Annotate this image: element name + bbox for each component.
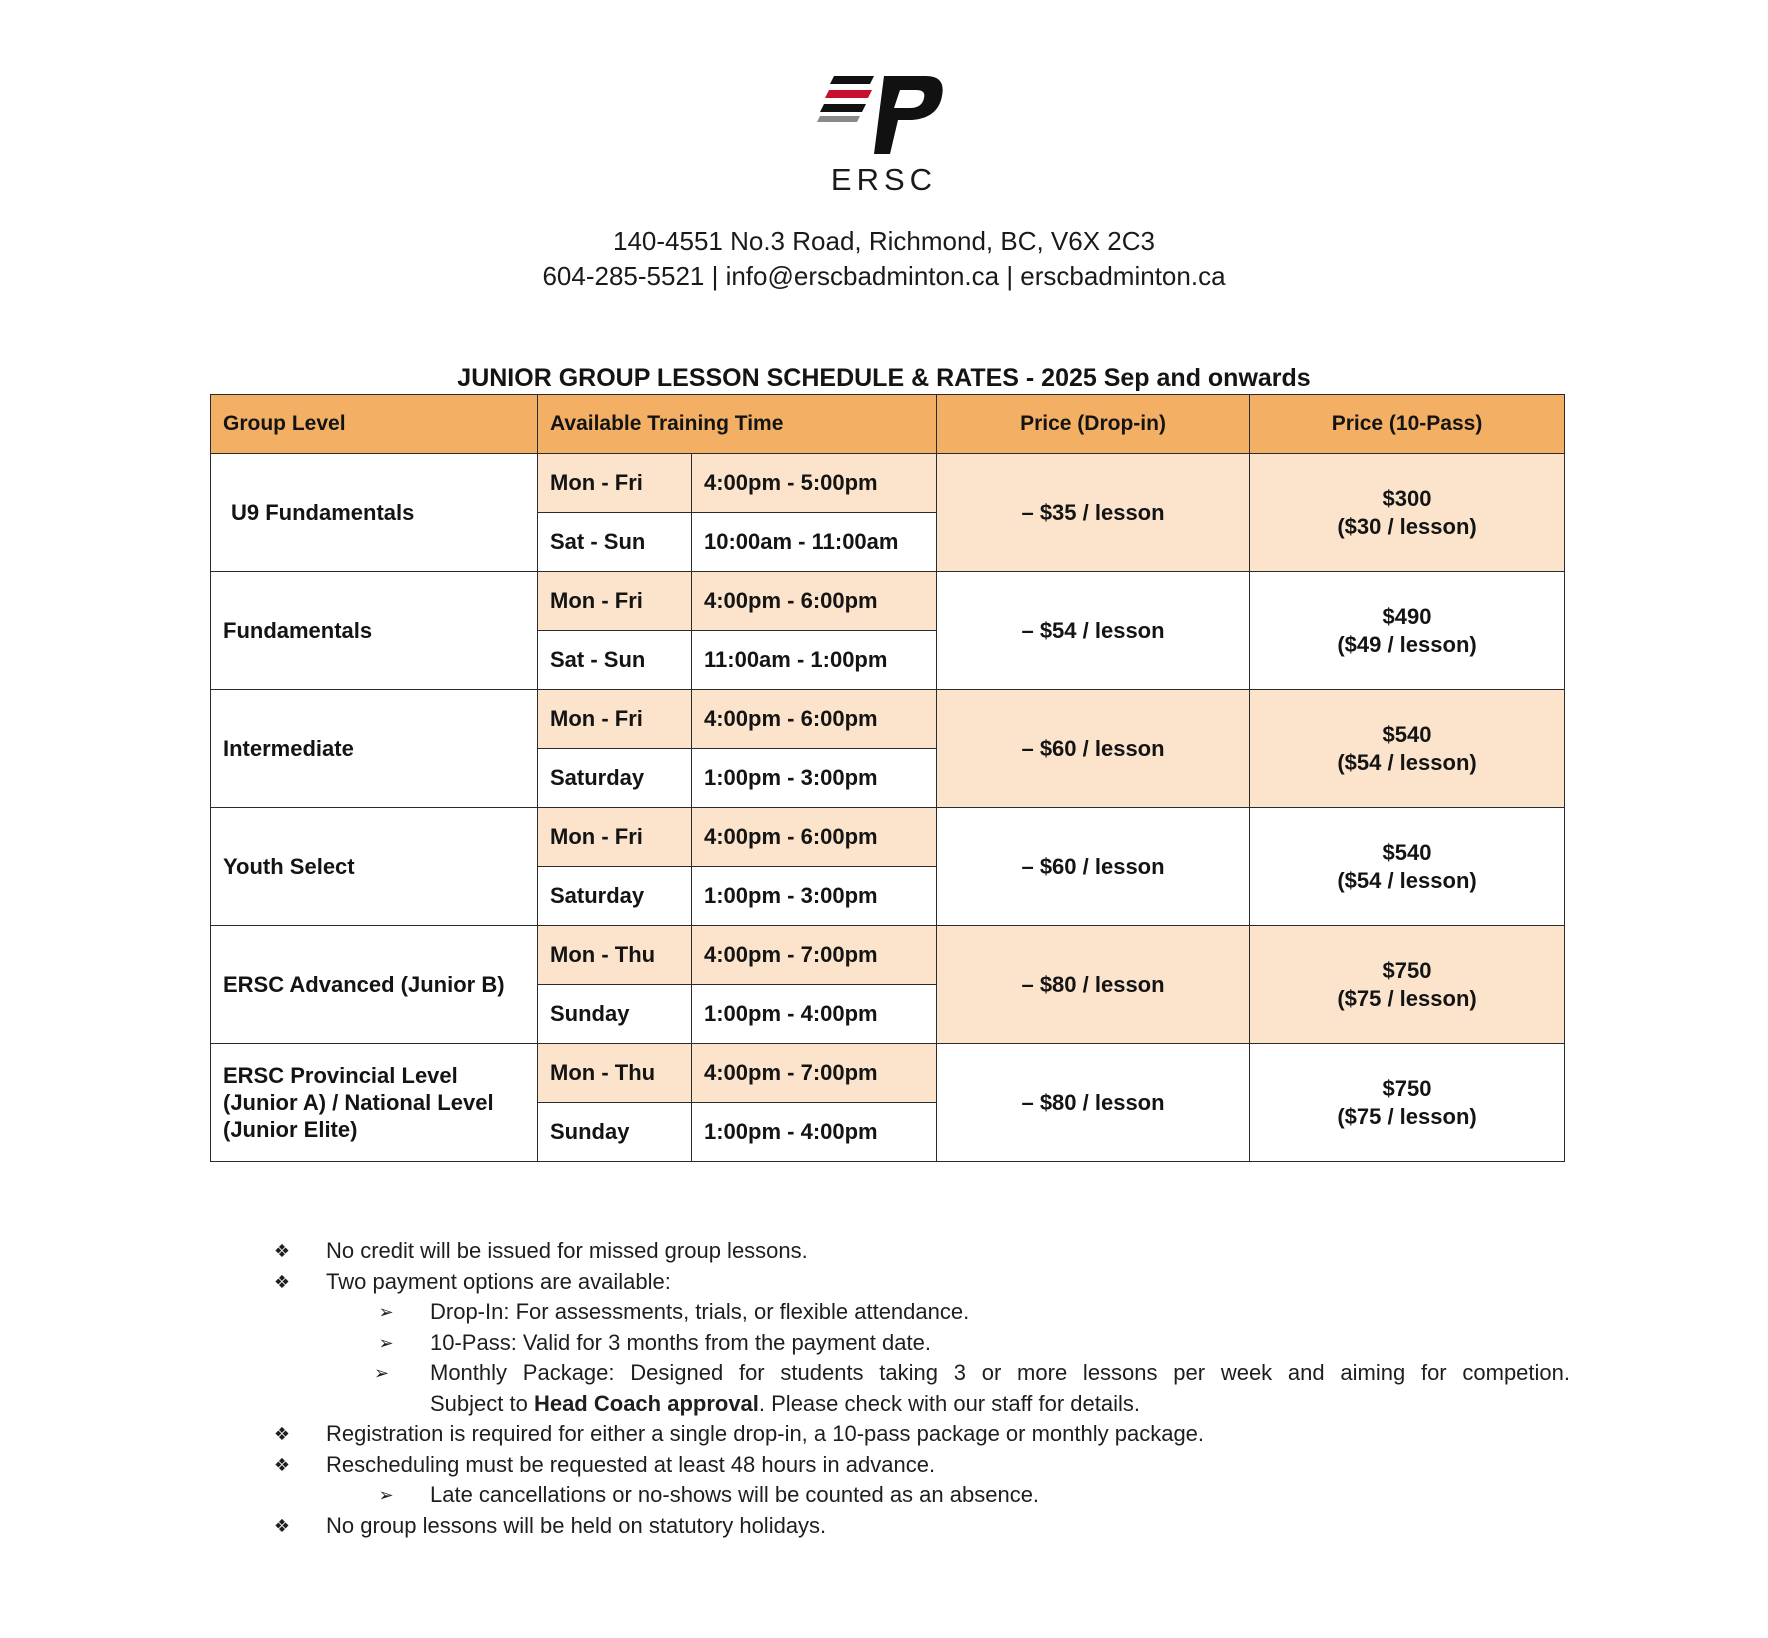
training-time: 4:00pm - 5:00pm bbox=[692, 454, 937, 513]
group-level: U9 Fundamentals bbox=[211, 454, 538, 572]
sub-note-item bbox=[270, 1328, 1570, 1359]
note-text: Late cancellations or no-shows will be counted as an absence. bbox=[430, 1482, 1040, 1507]
note-text: Registration is required for either a single drop-in, a 10-pass package or monthly package. bbox=[326, 1421, 1205, 1446]
ersc-logo-icon bbox=[814, 68, 954, 160]
pass-per-lesson: ($30 / lesson) bbox=[1337, 513, 1477, 539]
note-text: No group lessons will be held on statutory holidays. bbox=[326, 1512, 827, 1538]
group-level-line: (Junior Elite) bbox=[223, 1117, 358, 1142]
pass-total: $750 bbox=[1382, 1075, 1432, 1101]
pass-total: $540 bbox=[1382, 839, 1432, 865]
address-line: 140-4551 No.3 Road, Richmond, BC, V6X 2C3 bbox=[613, 226, 1155, 256]
training-time: 4:00pm - 7:00pm bbox=[692, 926, 937, 985]
pass-total: $490 bbox=[1382, 603, 1432, 629]
price-dropin: – $60 / lesson bbox=[937, 690, 1250, 808]
price-dropin: – $35 / lesson bbox=[937, 454, 1250, 572]
arrow-bullet-icon: ➢ bbox=[378, 1485, 394, 1505]
group-level: Youth Select bbox=[211, 808, 538, 926]
note-continuation bbox=[270, 1389, 1570, 1420]
training-time: 1:00pm - 4:00pm bbox=[692, 985, 937, 1044]
group-level: ERSC Advanced (Junior B) bbox=[211, 926, 538, 1044]
group-level-line: (Junior A) / National Level bbox=[223, 1090, 494, 1115]
policy-notes bbox=[270, 1236, 1570, 1541]
column-header: Available Training Time bbox=[538, 395, 937, 454]
table-row bbox=[211, 1044, 1565, 1103]
group-level: Intermediate bbox=[211, 690, 538, 808]
training-days: Mon - Thu bbox=[538, 1044, 692, 1103]
price-10-pass bbox=[1250, 454, 1565, 572]
group-level: Fundamentals bbox=[211, 572, 538, 690]
training-days: Sunday bbox=[538, 985, 692, 1044]
diamond-bullet-icon: ❖ bbox=[273, 1424, 291, 1444]
training-days: Sat - Sun bbox=[538, 513, 692, 572]
brand-name: ERSC bbox=[830, 162, 938, 197]
training-time: 4:00pm - 7:00pm bbox=[692, 1044, 937, 1103]
pass-per-lesson: ($54 / lesson) bbox=[1337, 749, 1477, 775]
table-header-row bbox=[211, 395, 1565, 454]
price-dropin: – $60 / lesson bbox=[937, 808, 1250, 926]
sub-note-item bbox=[270, 1358, 1570, 1389]
pass-per-lesson: ($75 / lesson) bbox=[1337, 1103, 1477, 1129]
diamond-bullet-icon: ❖ bbox=[273, 1454, 291, 1475]
training-days: Mon - Fri bbox=[538, 690, 692, 749]
price-10-pass bbox=[1250, 572, 1565, 690]
table-row bbox=[211, 808, 1565, 867]
training-days: Mon - Fri bbox=[538, 572, 692, 631]
price-dropin: – $54 / lesson bbox=[937, 572, 1250, 690]
note-text: Two payment options are available: bbox=[326, 1268, 671, 1294]
price-dropin: – $80 / lesson bbox=[937, 926, 1250, 1044]
training-days: Saturday bbox=[538, 867, 692, 926]
note-item bbox=[270, 1450, 1570, 1481]
note-text: 10-Pass: Valid for 3 months from the payment date. bbox=[430, 1329, 931, 1355]
diamond-bullet-icon: ❖ bbox=[273, 1271, 291, 1292]
pass-per-lesson: ($49 / lesson) bbox=[1337, 631, 1477, 657]
note-text: Rescheduling must be requested at least 48 hours in advance. bbox=[326, 1451, 936, 1477]
training-time: 1:00pm - 4:00pm bbox=[692, 1103, 937, 1162]
training-days: Mon - Fri bbox=[538, 808, 692, 867]
table-row bbox=[211, 926, 1565, 985]
note-item bbox=[270, 1419, 1570, 1450]
note-item bbox=[270, 1267, 1570, 1298]
training-days: Sat - Sun bbox=[538, 631, 692, 690]
pass-per-lesson: ($54 / lesson) bbox=[1337, 867, 1477, 893]
pass-per-lesson: ($75 / lesson) bbox=[1337, 985, 1477, 1011]
note-text: No credit will be issued for missed group lessons. bbox=[326, 1238, 808, 1263]
price-10-pass bbox=[1250, 808, 1565, 926]
column-header: Group Level bbox=[211, 395, 538, 454]
pass-total: $540 bbox=[1382, 721, 1432, 747]
sub-note-item bbox=[270, 1480, 1570, 1511]
pass-total: $750 bbox=[1382, 957, 1432, 983]
training-time: 11:00am - 1:00pm bbox=[692, 631, 937, 690]
price-dropin: – $80 / lesson bbox=[937, 1044, 1250, 1162]
note-item bbox=[270, 1511, 1570, 1542]
sub-note-item bbox=[270, 1297, 1570, 1328]
diamond-bullet-icon: ❖ bbox=[273, 1241, 291, 1261]
training-days: Mon - Thu bbox=[538, 926, 692, 985]
header bbox=[0, 68, 1768, 198]
training-days: Sunday bbox=[538, 1103, 692, 1162]
column-header: Price (10-Pass) bbox=[1250, 395, 1565, 454]
note-text: Monthly Package: Designed for students taking 3 or more lessons per week and aiming for competion. bbox=[430, 1360, 1570, 1385]
note-item bbox=[270, 1236, 1570, 1267]
training-time: 1:00pm - 3:00pm bbox=[692, 867, 937, 926]
group-level-line: ERSC Provincial Level bbox=[223, 1063, 458, 1088]
table-row bbox=[211, 572, 1565, 631]
schedule-title: JUNIOR GROUP LESSON SCHEDULE & RATES - 2025 Sep and onwards bbox=[457, 364, 1311, 392]
training-days: Mon - Fri bbox=[538, 454, 692, 513]
note-text: . Please check with our staff for details. bbox=[758, 1390, 1141, 1416]
group-level bbox=[211, 1044, 538, 1162]
contact-line: 604-285-5521 | info@erscbadminton.ca | erscbadminton.ca bbox=[542, 261, 1226, 291]
training-time: 4:00pm - 6:00pm bbox=[692, 690, 937, 749]
price-10-pass bbox=[1250, 1044, 1565, 1162]
head-coach-approval: Head Coach approval bbox=[533, 1390, 759, 1416]
training-time: 4:00pm - 6:00pm bbox=[692, 808, 937, 867]
price-10-pass bbox=[1250, 690, 1565, 808]
training-time: 1:00pm - 3:00pm bbox=[692, 749, 937, 808]
price-10-pass bbox=[1250, 926, 1565, 1044]
arrow-bullet-icon: ➢ bbox=[374, 1363, 390, 1383]
schedule-table bbox=[210, 394, 1565, 1162]
table-row bbox=[211, 690, 1565, 749]
column-header: Price (Drop-in) bbox=[937, 395, 1250, 454]
note-text: Drop-In: For assessments, trials, or flexible attendance. bbox=[430, 1299, 970, 1324]
arrow-bullet-icon: ➢ bbox=[378, 1302, 394, 1322]
note-text: Subject to bbox=[430, 1390, 534, 1416]
training-time: 4:00pm - 6:00pm bbox=[692, 572, 937, 631]
training-time: 10:00am - 11:00am bbox=[692, 513, 937, 572]
diamond-bullet-icon: ❖ bbox=[273, 1515, 291, 1536]
arrow-bullet-icon: ➢ bbox=[378, 1332, 394, 1353]
training-days: Saturday bbox=[538, 749, 692, 808]
pass-total: $300 bbox=[1382, 485, 1432, 511]
table-row bbox=[211, 454, 1565, 513]
